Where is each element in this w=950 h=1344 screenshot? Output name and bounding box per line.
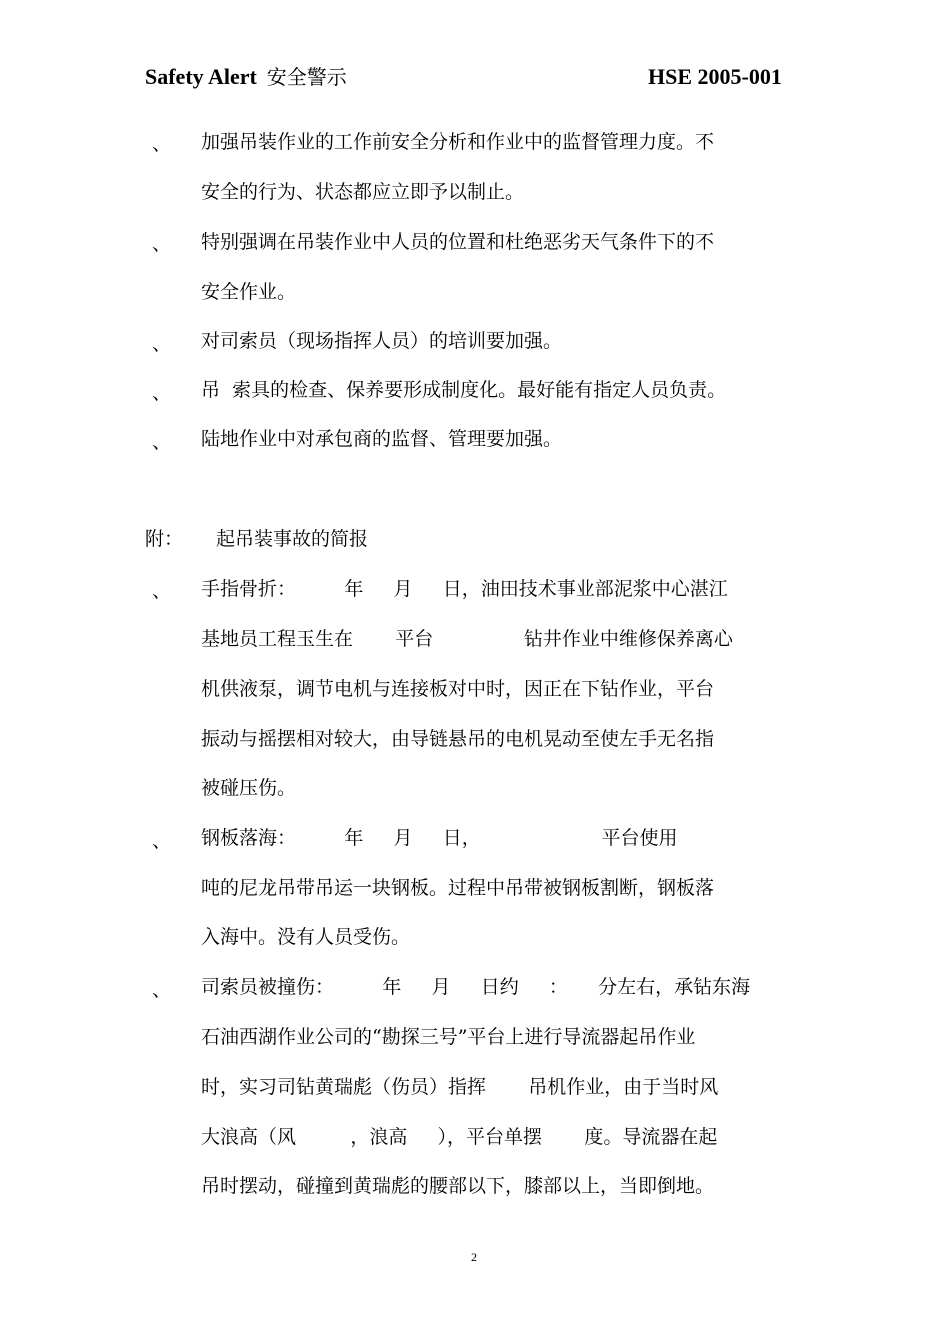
header-title [145, 62, 347, 92]
header-title-en: Safety Alert [145, 64, 257, 89]
list-item-line: 安全的行为、状态都应立即予以制止。 [201, 181, 525, 203]
list-bullet: 、 [152, 333, 172, 355]
header-title-cn: 安全警示 [266, 65, 347, 89]
list-bullet: 、 [152, 431, 172, 453]
list-bullet: 、 [152, 979, 172, 1001]
list-item-line: 特别强调在吊装作业中人员的位置和杜绝恶劣天气条件下的不 [201, 231, 715, 253]
list-bullet: 、 [152, 233, 172, 255]
list-item-line: 被碰压伤。 [201, 777, 297, 799]
list-item-line: 大浪高（风 ，浪高 ），平台单摆 度。导流器在起 [201, 1126, 718, 1148]
list-item-line: 加强吊装作业的工作前安全分析和作业中的监督管理力度。不 [201, 131, 715, 153]
list-item-line: 石油西湖作业公司的“勘探三号”平台上进行导流器起吊作业 [201, 1026, 696, 1048]
appendix-title: 起吊装事故的简报 [216, 528, 369, 550]
list-bullet: 、 [152, 133, 172, 155]
list-item-line: 对司索员（现场指挥人员）的培训要加强。 [201, 330, 563, 352]
list-item-line: 钢板落海： 年 月 日， 平台使用 [201, 827, 678, 849]
list-item-line: 入海中。没有人员受伤。 [201, 926, 411, 948]
list-item-line: 机供液泵，调节电机与连接板对中时，因正在下钻作业，平台 [201, 678, 715, 700]
list-item-line: 安全作业。 [201, 281, 297, 303]
appendix-label: 附： [145, 528, 184, 550]
list-item-line: 时，实习司钻黄瑞彪（伤员）指挥 吊机作业，由于当时风 [201, 1076, 719, 1098]
list-bullet: 、 [152, 382, 172, 404]
list-bullet: 、 [152, 580, 172, 602]
list-item-line: 基地员工程玉生在 平台 钻井作业中维修保养离心 [201, 628, 733, 650]
list-item-line: 吨的尼龙吊带吊运一块钢板。过程中吊带被钢板割断，钢板落 [201, 877, 715, 899]
list-item-line: 振动与摇摆相对较大，由导链悬吊的电机晃动至使左手无名指 [201, 728, 715, 750]
list-item-line: 手指骨折： 年 月 日，油田技术事业部泥浆中心湛江 [201, 578, 728, 600]
list-item-line: 陆地作业中对承包商的监督、管理要加强。 [201, 428, 563, 450]
page-number: 2 [471, 1250, 477, 1264]
list-item-line: 吊时摆动，碰撞到黄瑞彪的腰部以下，膝部以上，当即倒地。 [201, 1175, 715, 1197]
header-doc-number: HSE 2005-001 [648, 64, 782, 89]
list-item-line: 吊 索具的检查、保养要形成制度化。最好能有指定人员负责。 [201, 379, 727, 401]
list-item-line: 司索员被撞伤： 年 月 日约 ： 分左右，承钻东海 [201, 976, 751, 998]
list-bullet: 、 [152, 830, 172, 852]
